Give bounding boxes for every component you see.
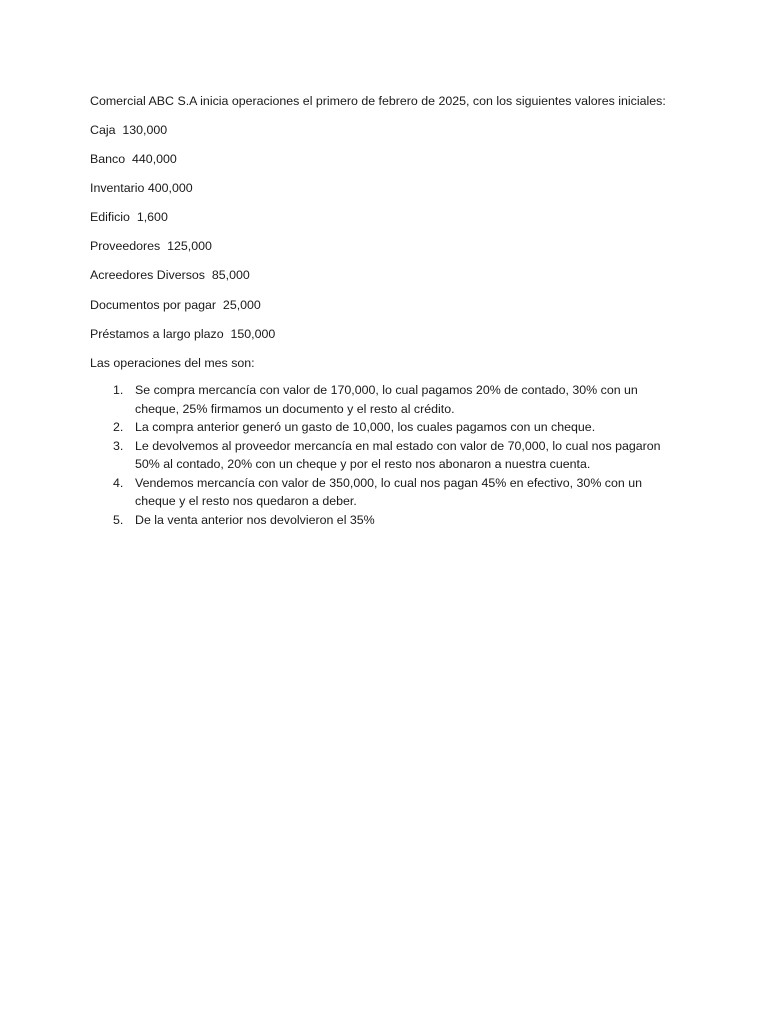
initial-value-banco: Banco 440,000 (90, 152, 177, 167)
document-page (90, 92, 690, 529)
initial-value-inventario: Inventario 400,000 (90, 181, 193, 196)
operations-list (90, 381, 690, 529)
list-item (90, 381, 675, 418)
intro-paragraph: Comercial ABC S.A inicia operaciones el primero de febrero de 2025, con los siguientes valores iniciales: (90, 94, 666, 108)
initial-value-edificio: Edificio 1,600 (90, 210, 168, 225)
list-item (90, 437, 675, 474)
initial-value-proveedores: Proveedores 125,000 (90, 239, 212, 254)
list-item-text: Se compra mercancía con valor de 170,000, lo cual pagamos 20% de contado, 30% con un cheque, 25% firmamos un documento y el resto al crédito. (135, 383, 638, 416)
initial-value-prestamos: Préstamos a largo plazo 150,000 (90, 326, 276, 341)
list-item-number: 2. (113, 420, 124, 435)
list-item-text: De la venta anterior nos devolvieron el 35% (135, 512, 375, 527)
list-item-number: 3. (113, 438, 124, 453)
initial-value-documentos: Documentos por pagar 25,000 (90, 297, 261, 312)
list-item-text: Le devolvemos al proveedor mercancía en mal estado con valor de 70,000, lo cual nos pagaron 50% al contado, 20% con un cheque y por el resto nos abonaron a nuestra cuenta. (135, 438, 661, 472)
initial-value-caja: Caja 130,000 (90, 123, 168, 137)
list-item-number: 1. (113, 383, 124, 398)
initial-value-acreedores: Acreedores Diversos 85,000 (90, 268, 250, 283)
list-item (90, 418, 675, 437)
list-item (90, 511, 675, 530)
list-item-number: 5. (113, 512, 124, 527)
list-item-number: 4. (113, 475, 124, 490)
list-item-text: Vendemos mercancía con valor de 350,000, lo cual nos pagan 45% en efectivo, 30% con un cheque y el resto nos quedaron a deber. (135, 475, 642, 509)
list-item-text: La compra anterior generó un gasto de 10,000, los cuales pagamos con un cheque. (135, 420, 596, 435)
operations-heading: Las operaciones del mes son: (90, 355, 255, 370)
list-item (90, 474, 675, 511)
